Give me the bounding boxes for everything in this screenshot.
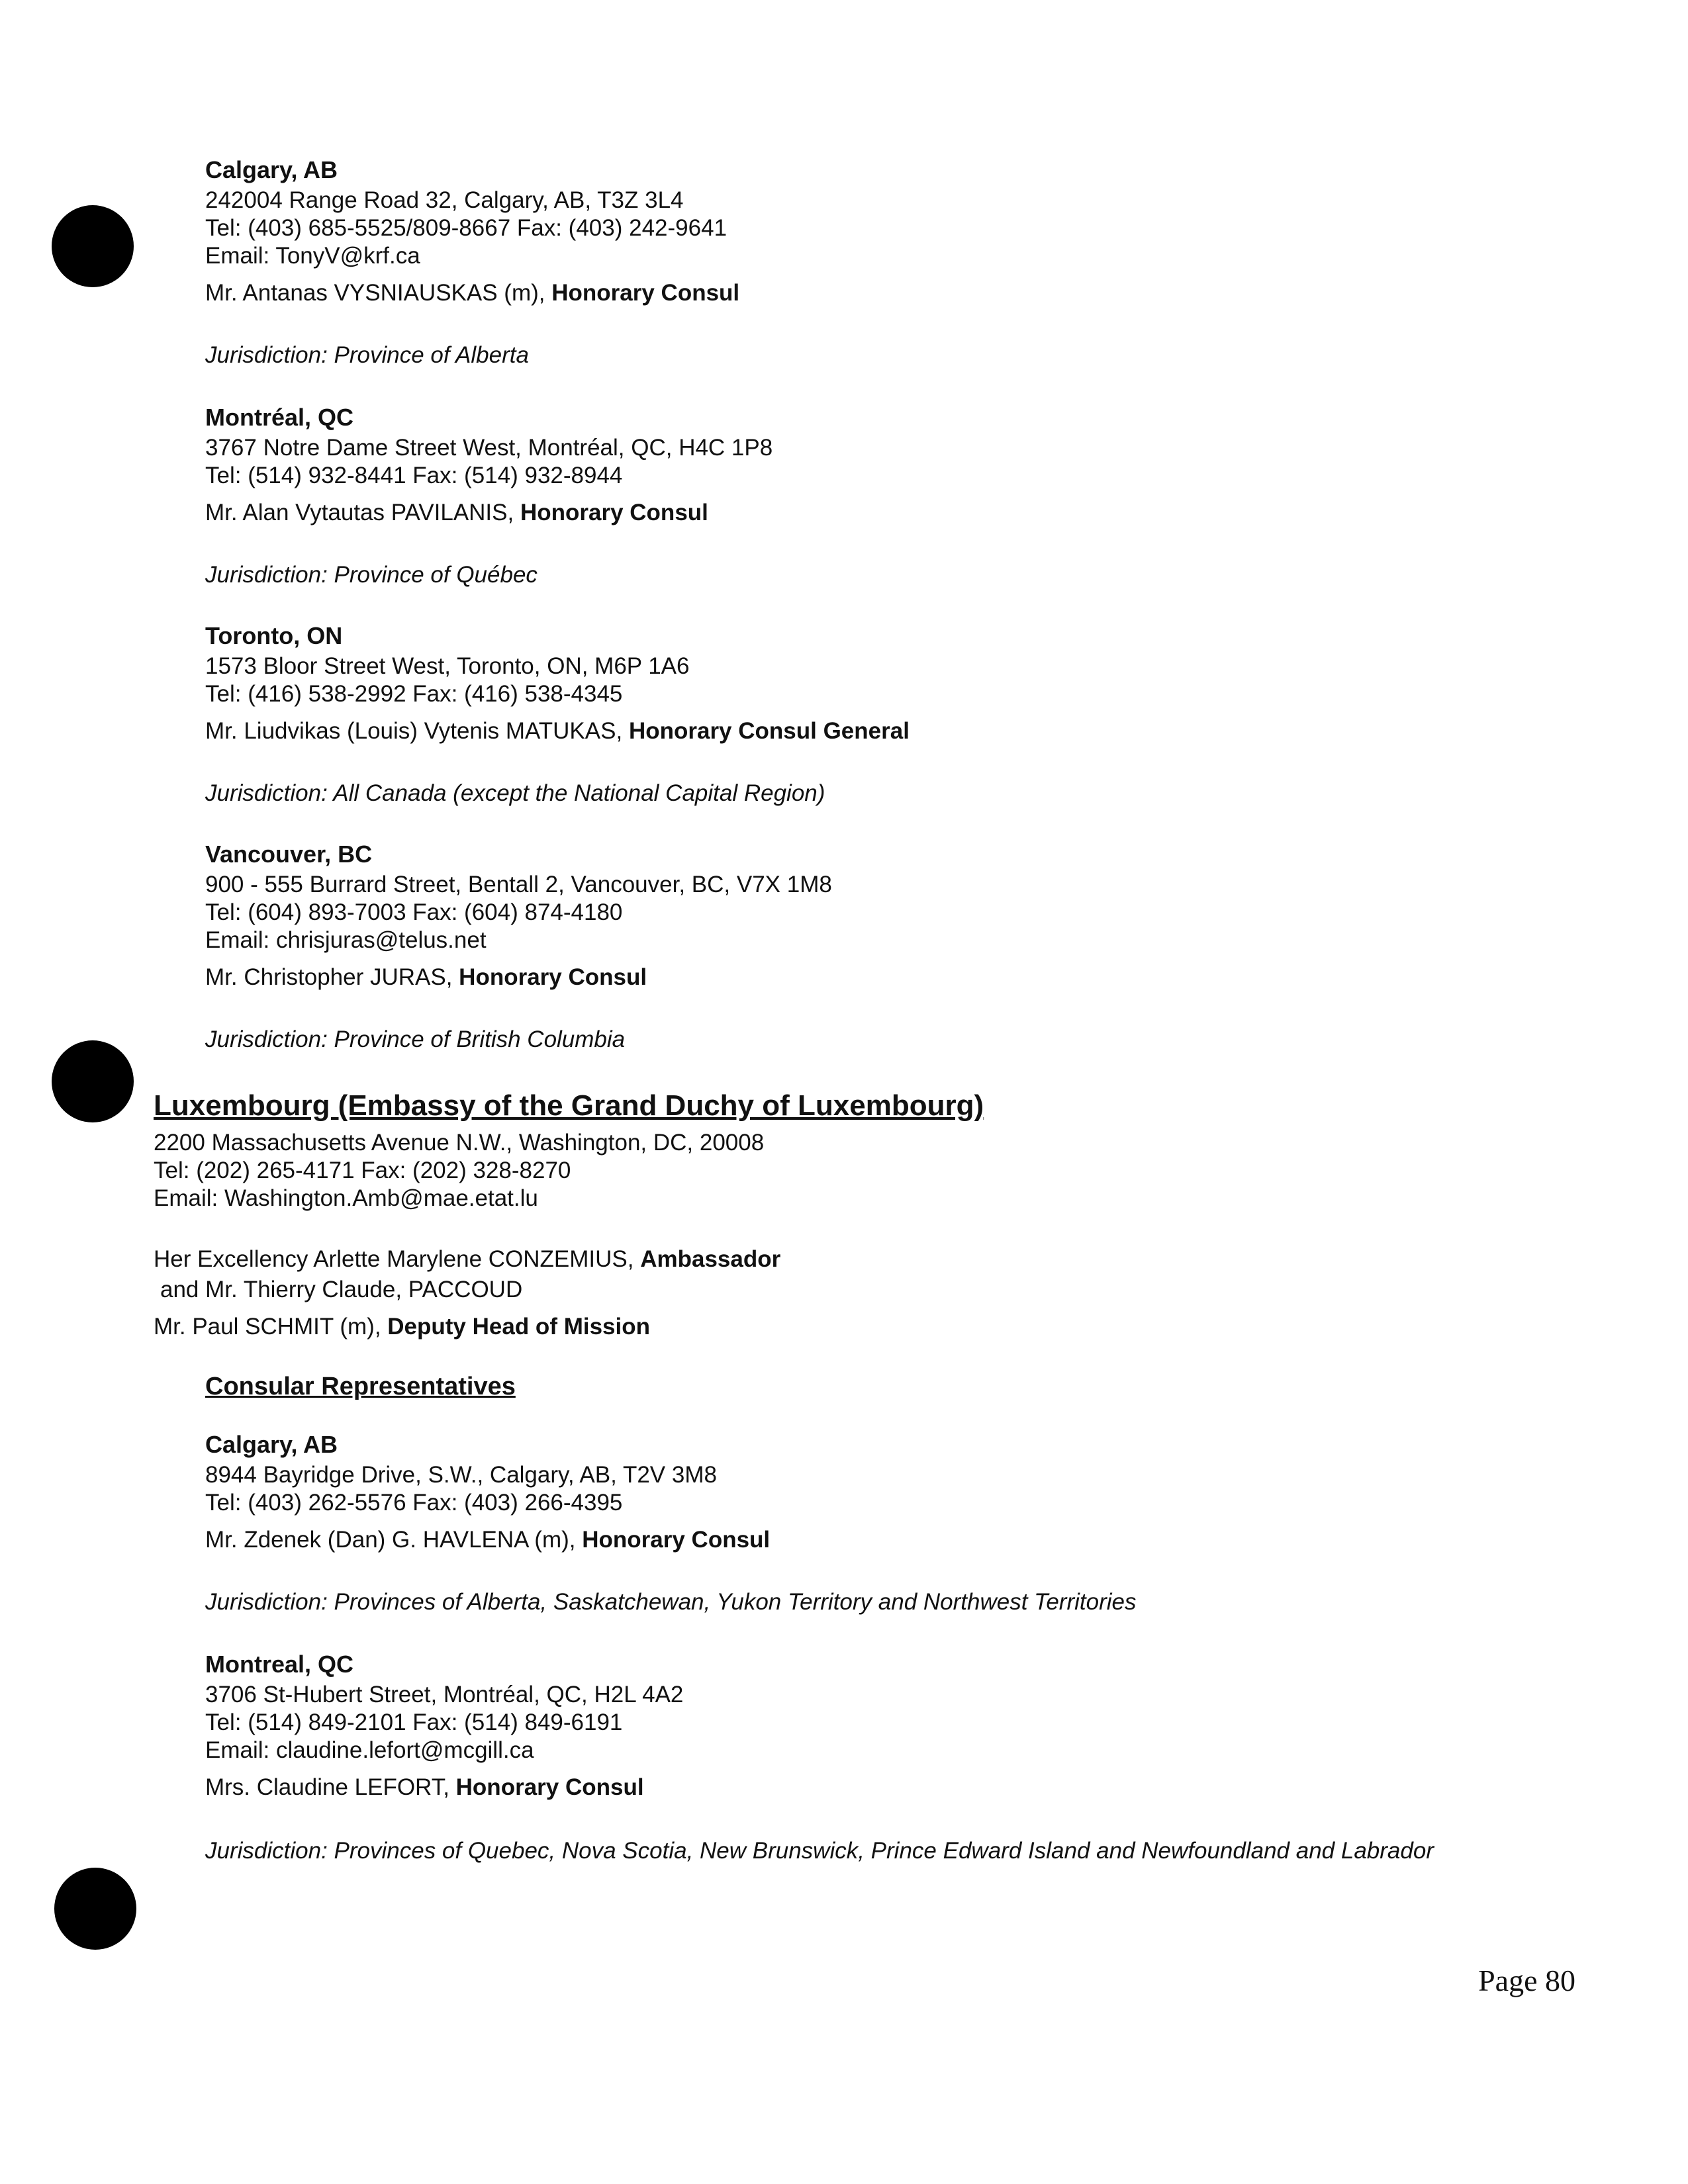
person-title: Honorary Consul (459, 964, 647, 990)
jurisdiction: Jurisdiction: Province of Québec (205, 562, 538, 588)
address-line: 900 - 555 Burrard Street, Bentall 2, Vancouver, BC, V7X 1M8 (205, 872, 832, 897)
person-name: Mr. Liudvikas (Louis) Vytenis MATUKAS, (205, 718, 623, 744)
ambassador-title: Ambassador (640, 1246, 781, 1272)
address-line: 8944 Bayridge Drive, S.W., Calgary, AB, T2V 3M8 (205, 1462, 717, 1488)
jurisdiction: Jurisdiction: Province of Alberta (205, 342, 529, 368)
person-title: Honorary Consul (455, 1774, 644, 1800)
deputy-line (154, 1313, 650, 1341)
jurisdiction: Jurisdiction: All Canada (except the National Capital Region) (205, 780, 825, 806)
address-line: 242004 Range Road 32, Calgary, AB, T3Z 3L4 (205, 187, 684, 213)
person-line (205, 279, 739, 307)
deputy-title: Deputy Head of Mission (387, 1314, 650, 1340)
person-title: Honorary Consul (520, 500, 708, 525)
person-name: Mr. Alan Vytautas PAVILANIS, (205, 500, 514, 525)
phone-line: Tel: (514) 849-2101 Fax: (514) 849-6191 (205, 1709, 623, 1735)
address-line: 1573 Bloor Street West, Toronto, ON, M6P 1A6 (205, 653, 690, 679)
city-heading: Vancouver, BC (205, 841, 373, 868)
punch-hole-middle (52, 1040, 134, 1122)
person-line (205, 964, 647, 991)
person-line (205, 1526, 770, 1554)
person-title: Honorary Consul General (628, 718, 910, 744)
city-heading: Montreal, QC (205, 1651, 354, 1678)
person-name: Mrs. Claudine LEFORT, (205, 1774, 449, 1800)
punch-hole-bottom (54, 1868, 136, 1950)
phone-line: Tel: (416) 538-2992 Fax: (416) 538-4345 (205, 681, 623, 707)
person-name: Mr. Zdenek (Dan) G. HAVLENA (m), (205, 1527, 576, 1553)
email-line: Email: Washington.Amb@mae.etat.lu (154, 1185, 538, 1211)
email-line: Email: TonyV@krf.ca (205, 243, 420, 269)
email-line: Email: chrisjuras@telus.net (205, 927, 487, 953)
person-title: Honorary Consul (582, 1527, 771, 1553)
jurisdiction: Jurisdiction: Province of British Columbia (205, 1026, 626, 1052)
consular-representatives-heading: Consular Representatives (205, 1373, 516, 1400)
email-line: Email: claudine.lefort@mcgill.ca (205, 1737, 534, 1763)
phone-line: Tel: (604) 893-7003 Fax: (604) 874-4180 (205, 899, 623, 925)
phone-line: Tel: (202) 265-4171 Fax: (202) 328-8270 (154, 1158, 571, 1183)
ambassador-name: Her Excellency Arlette Marylene CONZEMIUS, (154, 1246, 634, 1272)
person-line (205, 717, 910, 745)
person-line (205, 499, 708, 527)
deputy-name: Mr. Paul SCHMIT (m), (154, 1314, 381, 1340)
jurisdiction: Jurisdiction: Provinces of Quebec, Nova Scotia, New Brunswick, Prince Edward Island and Newfoundland and Labrador (205, 1838, 1434, 1864)
city-heading: Calgary, AB (205, 1431, 338, 1458)
person-name: Mr. Christopher JURAS, (205, 964, 453, 990)
phone-line: Tel: (514) 932-8441 Fax: (514) 932-8944 (205, 463, 623, 488)
page-number: Page 80 (1478, 1964, 1575, 1997)
city-heading: Calgary, AB (205, 156, 338, 183)
phone-line: Tel: (403) 685-5525/809-8667 Fax: (403) 242-9641 (205, 215, 727, 241)
person-title: Honorary Consul (551, 280, 740, 306)
address-line: 2200 Massachusetts Avenue N.W., Washington, DC, 20008 (154, 1130, 765, 1156)
address-line: 3767 Notre Dame Street West, Montréal, QC, H4C 1P8 (205, 435, 773, 461)
person-line (205, 1774, 644, 1801)
person-name: Mr. Antanas VYSNIAUSKAS (m), (205, 280, 545, 306)
embassy-title: Luxembourg (Embassy of the Grand Duchy of Luxembourg) (154, 1089, 984, 1122)
city-heading: Montréal, QC (205, 404, 354, 431)
phone-line: Tel: (403) 262-5576 Fax: (403) 266-4395 (205, 1490, 623, 1516)
punch-hole-top (52, 205, 134, 287)
spouse-line: and Mr. Thierry Claude, PACCOUD (160, 1277, 523, 1302)
jurisdiction: Jurisdiction: Provinces of Alberta, Saskatchewan, Yukon Territory and Northwest Territories (205, 1589, 1137, 1615)
address-line: 3706 St-Hubert Street, Montréal, QC, H2L 4A2 (205, 1682, 684, 1707)
city-heading: Toronto, ON (205, 622, 343, 649)
ambassador-line (154, 1246, 780, 1273)
